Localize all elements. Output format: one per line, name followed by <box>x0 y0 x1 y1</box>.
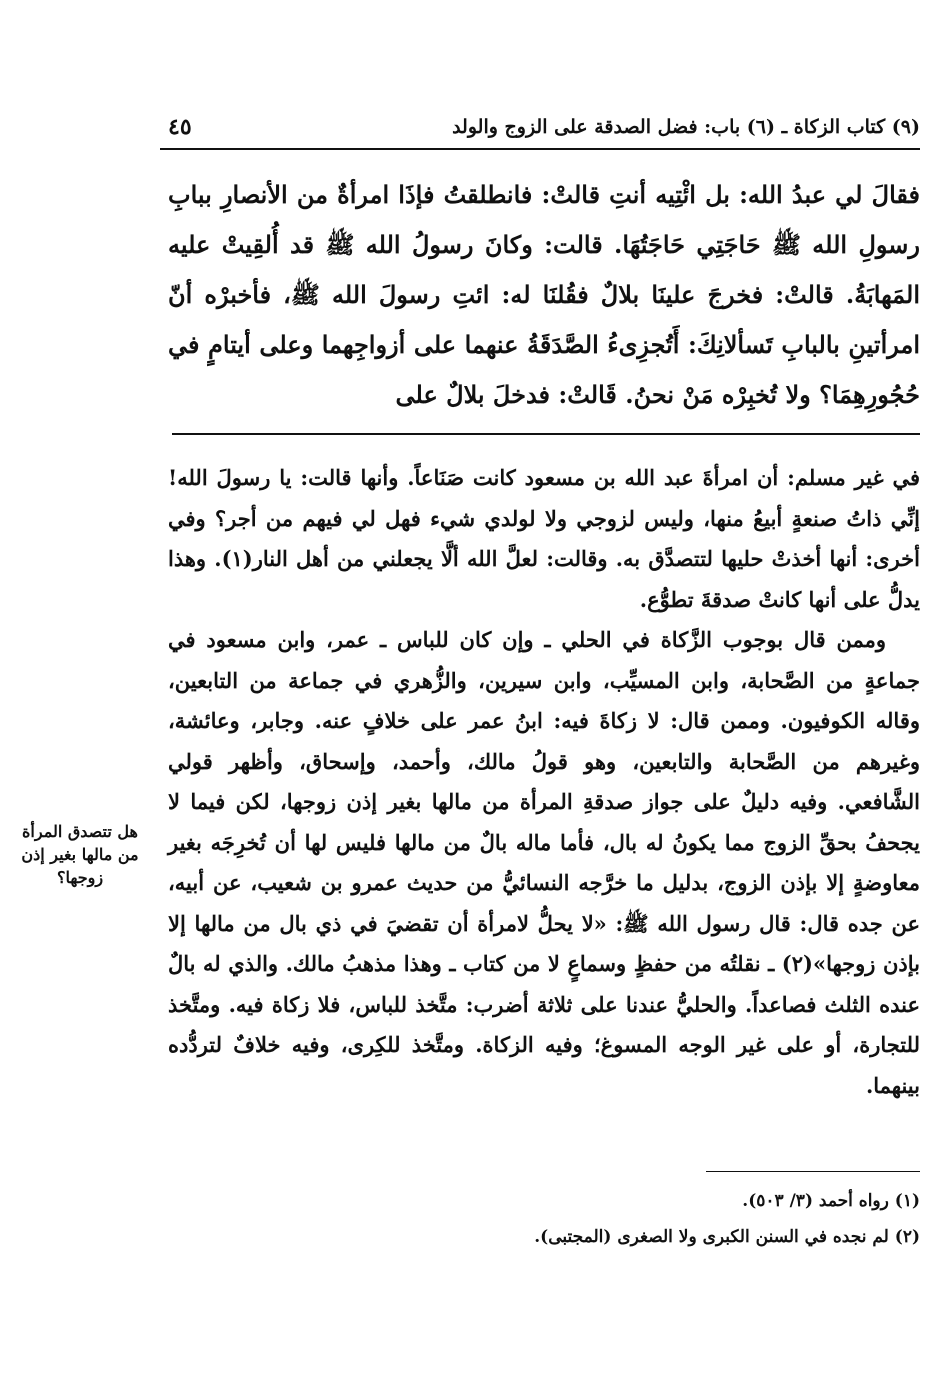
running-title: (٩) كتاب الزكاة ـ (٦) باب: فضل الصدقة على الزوج والولد <box>452 116 920 138</box>
page-number: ٤٥ <box>168 114 192 140</box>
header-rule <box>160 148 920 150</box>
running-head <box>160 112 920 146</box>
footnotes <box>300 1183 920 1255</box>
margin-note: هل تتصدق المرأة من مالها بغير إذن زوجها؟ <box>21 822 139 887</box>
hadith-text: فقالَ لي عبدُ الله: بل ائْتِيه أنتِ قالتْ: فانطلقتُ فإذَا امرأةٌ من الأنصارِ ببابِ رسولِ الله ﷺ حَاجَتِي حَاجَتُهَا. قالت: وكانَ رسولُ الله ﷺ قد أُلقِيتْ عليه المَهابَةُ. قالتْ: فخرجَ علينَا بلالٌ فقُلنَا له: ائتِ رسولَ الله ﷺ، فأخبرْه أنّ امرأتينِ بالبابِ تَسألانِكَ: أَتُجزِىءُ الصَّدَقَةُ عنهما على أزواجِهما وعلى أيتامٍ في حُجُورِهِمَا؟ ولا تُخبِرْه مَنْ نحنُ. قَالتْ: فدخلَ بلالٌ على <box>168 180 920 409</box>
commentary-paragraph: وممن قال بوجوب الزَّكاة في الحلي ـ وإن كان للباس ـ عمر، وابن مسعود في جماعةٍ من الصَّحابة، وابن المسيِّب، وابن سيرين، والزُّهري في جماعة من التابعين، وقاله الكوفيون. وممن قال: لا زكاةَ فيه: ابنُ عمر على خلافٍ عنه. وجابر، وعائشة، وغيرهم من الصَّحابة والتابعين، وهو قولُ مالك، وأحمد، وإسحاق، وأظهر قولي الشَّافعي. وفيه دليلٌ على جواز صدقةِ المرأة من مالها بغير إذن زوجها، لكن فيما لا يجحفُ بحقِّ الزوج مما يكونُ له بال، فأما ماله بالٌ من مالها فليس لها أن تُخرِجَه بغير معاوضةٍ إلا بإذن الزوج، بدليل ما خرَّجه النسائيُّ من حديث عمرو بن شعيب، عن أبيه، عن جده قال: قال رسول الله ﷺ: «لا يحلُّ لامرأة أن تقضيَ في ذي بال من مالها إلا بإذن زوجها»(٢) ـ نقلتُه من حفظٍ وسماعٍ لا من كتاب ـ وهذا مذهبُ مالك. والذي له بالٌ عنده الثلث فصاعداً. والحليُّ عندنا على ثلاثة أضرب: متَّخذ للباس، فلا زكاة فيه. ومتَّخذ للتجارة، أو على غير الوجه المسوغ؛ وفيه الزكاة. ومتَّخذ للكِرى، وفيه خلافٌ لتردُّده بينهما. <box>168 627 920 1098</box>
footnote: (٢) لم نجده في السنن الكبرى ولا الصغرى (المجتبى). <box>534 1227 920 1247</box>
commentary <box>168 458 920 1106</box>
footnote: (١) رواه أحمد (٣/ ٥٠٣). <box>742 1191 920 1211</box>
footnote-rule <box>706 1171 920 1172</box>
commentary-paragraph: في غير مسلم: أن امرأةَ عبد الله بن مسعود كانت صَنَاعاً. وأنها قالت: يا رسولَ الله! إنِّي ذاتُ صنعةٍ أبيعُ منها، وليس لزوجي ولا لولدي شيء فهل لي فيهم من أجر؟ وفي أخرى: أنها أخذتْ حليها لتتصدَّق به. وقالت: لعلَّ الله ألَّا يجعلني من أهل النار(١). وهذا يدلُّ على أنها كانتْ صدقةَ تطوُّع. <box>168 465 920 612</box>
section-divider <box>172 433 920 435</box>
